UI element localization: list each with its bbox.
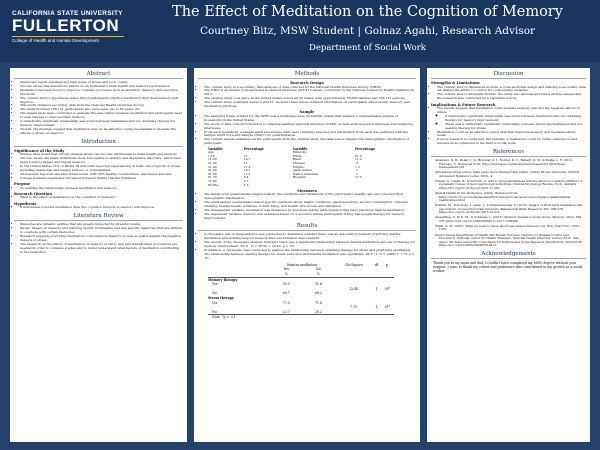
measures-item: • The adult sample questionnaire asked specific questions about health conditions, physical activity, alcohol consumption, cigarette smoking, mental health, activities of daily living, and health care access and utilization. — [204, 201, 416, 209]
reference-item: Prakriti, M., Kosowsky, J., Gaab, J., & Krummenacher, P. (2016). Impact of short-term meditation and expectation on executive brain functions. Behavioural Brain Research, 297, 268-276. https://doi.org/10.1016/j.bbr.2015.10.012 — [435, 203, 583, 215]
implications-item: • If more research is conducted, the benefits of meditation could be better understood and become more optimized in the field of social work. — [437, 138, 586, 146]
logo-line-3: College of Health and Human Development — [12, 38, 99, 43]
literature-item: • Research suggests practicing meditation could improve memory as well as guard against the negative impacts of stress. — [20, 235, 183, 243]
sample-item: • The sampling frame utilized for the NHIS was a multistage area probability design that enabled a representative sample of households in the United States. — [204, 115, 416, 123]
ethnicity-label: Ethnicity — [292, 150, 307, 155]
chi-square-value: 7.75 — [350, 305, 358, 310]
age-label: 80-85+ — [208, 182, 220, 187]
age-value: 10.7 — [243, 157, 251, 162]
introduction-heading: Introduction — [14, 139, 183, 147]
chi-square-header: Chi-Square — [344, 262, 363, 267]
ethnicity-value: .1 — [355, 168, 358, 173]
methods-heading: Methods — [198, 71, 416, 79]
pct-unit: % — [316, 272, 320, 276]
abstract-item: • The current study's hypothesis states that if participants practice meditation then their memory will improve. — [20, 97, 183, 105]
design-list — [204, 86, 416, 109]
sample-list — [204, 115, 416, 146]
p-value: .01* — [383, 305, 391, 310]
chi-square-value: 12.40 — [349, 286, 359, 291]
ethnicity-label: Chinese — [292, 160, 305, 165]
df-value: 1 — [375, 286, 378, 291]
demo-col-percentage: Percentage — [243, 147, 264, 152]
poster-header — [0, 0, 600, 62]
literature-list — [20, 223, 183, 254]
implications-heading: Implications & Future Research — [431, 102, 496, 107]
ethnicity-label: White — [292, 153, 302, 158]
abstract-heading: Abstract — [14, 71, 183, 79]
significance-item: • Studies have found that chronic intense stress can become detrimental to brain health and memory. — [20, 153, 183, 157]
logo-line-1: CALIFORNIA STATE UNIVERSITY — [12, 10, 123, 17]
acknowledgements-heading: Acknowledgements — [431, 251, 586, 259]
middle-column — [194, 68, 420, 442]
reference-item: United States Department of Health and Human Services. Centers for Disease Control and Prevention. National Center for Health Statistics. National Health Interview Survey, 2012. Ann Arbor, MI: Inter-university Consortium for Political and Social Research [distributor], 2016-08-05. https://doi.org/10.3886/ICPSR36144.v1 — [435, 232, 583, 248]
no-value: 28.2 — [314, 309, 322, 314]
sample-heading: Sample — [299, 110, 315, 115]
results-list — [204, 233, 416, 260]
reference-item: Chiesa, A., Calati, R., & Serretti, A. (2011). Does mindfulness training improve cognitive abilities? A systematic review of neuropsychological findings. Clinical Psychology Review, 31(3), 449-464. https://doi.org/10.1016/j.cpr.2010.11.003 — [435, 178, 583, 191]
poster-title: The Effect of Meditation on the Cognition of Memory — [172, 4, 563, 20]
yes-value: 60.7 — [282, 291, 290, 296]
purpose-heading: Purpose — [14, 182, 31, 187]
stress-therapy-label: Stress therapy — [208, 295, 234, 300]
design-item: • The original study took place in the United States across all 50 states, with approximately 35,000 families and 108,131 persons. — [204, 97, 416, 101]
table-row — [208, 184, 404, 188]
row-label: Yes — [212, 300, 218, 305]
reference-item: Mental Health in the Workplace. (2018). Retrieved from: https://www.cdc.gov/workplacehealthpromotion/tools-resources/workplace-health/mental-health/index.html — [435, 191, 572, 203]
age-value: 8.4 — [243, 175, 249, 180]
yes-value: 77.3 — [282, 300, 290, 305]
hypothesis-item: • If individuals practice meditation then the cognitive function of memory will improve. — [20, 206, 183, 210]
strengths-limitations-heading: Strengths & Limitations — [431, 81, 480, 85]
research-question-list — [20, 196, 183, 200]
age-value: 10.1 — [243, 168, 251, 173]
strengths-list — [437, 86, 586, 102]
yes-header: Yes — [283, 267, 289, 272]
significance-item: • In the United States 71% of adults 18 and older reported experiencing at least one symptom of stress, including headaches and feeling anxious or overwhelmed. — [20, 165, 183, 173]
abstract-item: • A statistically significant relationship was found between meditation and not obtaining therapy for memory improvement. — [20, 120, 183, 128]
age-label: 31-40 — [208, 164, 217, 169]
no-value: 31.8 — [314, 282, 322, 287]
significance-list — [20, 153, 183, 180]
poster-authors: Courtney Bitz, MSW Student | Golnaz Agahi, Research Advisor — [199, 25, 536, 37]
ethnicity-value: 1.2 — [355, 164, 360, 169]
row-label: No — [212, 309, 217, 314]
discussion-heading: Discussion — [431, 71, 586, 79]
significance-item: • Chronic stress can make individuals more susceptible to anxiety and depressive disorders, which have been found to impact and impair memory. — [20, 157, 183, 165]
significance-heading: Significance of the Study — [14, 148, 65, 153]
measures-list — [204, 193, 416, 220]
ethnicity-label: Asian Indian — [292, 168, 312, 173]
logo-line-2: FULLERTON — [12, 16, 120, 35]
age-value: 11 — [243, 160, 248, 165]
acknowledgements-text: Thank you to my mom and dad, I couldn't have completed my MSW degree without your support. I want to thank my cohort and professors who contributed to my growth as a social worker. — [433, 260, 583, 273]
abstract-item: • The study included 108,131 participants who were ages one to 85 years old. — [20, 108, 183, 112]
ethnicity-value: .1 — [355, 171, 358, 176]
abstract-item: • Chronic stress has deleterious effects on an individual's brain health and memory performance. — [20, 85, 183, 89]
ethnicity-label: Black — [292, 157, 302, 162]
purpose-item: • To examine the relationship between meditation and memory. — [20, 187, 183, 191]
no-header: No — [316, 267, 321, 272]
age-label: 21-30 — [208, 160, 217, 165]
df-header: df — [374, 262, 379, 267]
table-row — [208, 315, 394, 320]
measures-heading: Measures — [297, 188, 317, 193]
results-table — [208, 263, 394, 320]
row-label: Yes — [212, 282, 218, 287]
abstract-item: • Overall, the findings suggest that meditation may be an effective coping mechanism to mediate the effects of stress on memory. — [20, 128, 183, 136]
reference-item: APA annual stress survey finds teens more stressed than adults. (2014). Brown University Child & Adolescent Behavior Letter, 30(4), 4. — [435, 170, 580, 178]
age-label: 61-70 — [208, 175, 217, 180]
demo-col-variable-2: Variable — [292, 147, 308, 152]
implications-text: The results suggest that meditation could mediate memory loss and the negative effects of stress. — [437, 106, 580, 115]
memory-therapy-label: Memory therapy — [208, 277, 238, 282]
research-question-heading: Research Question — [14, 191, 52, 196]
sample-item: • The mode of data collection included a computer-assisted personal interview (CAPI), as well as an in-person interview and telephone interviews. — [204, 123, 416, 131]
significance-item: • Adolescents reported elevated stress levels, with 30% feeling overwhelmed, depressed, and sad. — [20, 173, 183, 177]
abstract-item: • This study obtained secondary data from the National Health Interview Survey. — [20, 104, 183, 108]
demographics-table — [208, 147, 404, 187]
pct-unit: % — [284, 272, 288, 276]
measures-item: • The dependent variable, memory was evaluated based on a question asking participants if they had sought therapy for memory improvement. — [204, 213, 416, 221]
ethnicity-value: .3 — [355, 160, 358, 165]
demo-col-variable: Variable — [208, 147, 223, 152]
literature-review-heading: Literature Review — [14, 213, 183, 221]
ethnicity-value: 51.5 — [355, 153, 362, 158]
strengths-item: • The current study's limitations include: a cross-sectional design and utilizing a secondary-data set limited the ability to control for confounding variables. — [437, 86, 586, 94]
hypothesis-heading: Hypothesis — [14, 201, 37, 206]
logo-rule — [12, 36, 124, 37]
age-value: 11.3 — [243, 171, 251, 176]
mantra-meditation-header: Mantra meditation — [287, 262, 318, 267]
age-label: Age — [208, 150, 214, 155]
age-label: 71-80 — [208, 178, 217, 183]
results-heading: Results — [198, 223, 416, 231]
age-label: 51-60 — [208, 171, 217, 176]
ethnicity-label: Filipino — [292, 164, 305, 169]
reference-item: Quaedflieg, C. W. E. M., & Schwabe, L. (2018). Memory dynamics under stress. Memory, 26(3), 364-376. https://doi.org/10.1080/09658211.2017.1338299 — [435, 215, 583, 223]
sample-item: • From each household, a sample adult and sample child were randomly selected and information from each was gathered with the Sample Adult Core and Sample Child Core questionnaires. — [204, 131, 416, 139]
design-item: • The current study is a secondary data analysis of data collected by the National Health Interview Survey (NHIS). — [204, 86, 416, 90]
strengths-item: • The current study's strengths include: the study was national and had a diverse sample and the research was conducted by a reputable source. — [437, 93, 586, 101]
significance-item: • College students experience increased stressors during this life transition. — [20, 177, 183, 181]
results-item: • In addition, a chi-square was conducted to analyze the relationship between obtaining therapy for stress and practicing meditation. The relationship between seeking therapy for stress reduction and mantra meditation was significant, X2 = (1, N = 2068) = 7.75, p < .01. — [204, 249, 416, 261]
university-logo — [12, 10, 142, 48]
ethnicity-value: 17.5 — [355, 175, 362, 180]
design-item: • The NHIS is an annual cross-sectional household interview with 475 waves, conducted by the National Center for Health Statistics in 2012. — [204, 89, 416, 97]
implications-sublist — [445, 115, 586, 131]
implications-subitem: ◦ There was a statistically significant relationship between practicing meditation and not seeking therapy for stress. — [445, 123, 586, 131]
age-value: 3.7 — [243, 178, 249, 183]
research-question-item: • What is the effect of meditation on the cognition of memory? — [20, 196, 183, 200]
hypothesis-list — [20, 206, 183, 210]
abstract-item: • Meditation has been found to improve cognitive processes such as attention, memory, and executive functions. — [20, 89, 183, 97]
poster-department: Department of Social Work — [309, 43, 426, 53]
reference-item: Snaid, G. M. (2002). What we need to know about age related memory loss. Bmj, 324(7352), 1502-1505. — [435, 223, 580, 232]
references-heading: References — [431, 149, 586, 157]
ethnicity-label: Hispanic — [292, 175, 307, 180]
literature-item: • The research on the effects of meditation on memory in fairly new and standardized procedures are needed in order to compare studies and to better understand what factors of meditation contributing to the memories. — [20, 243, 183, 255]
ethnicity-label: Native American — [292, 171, 319, 176]
no-value: 71.8 — [314, 300, 322, 305]
abstract-item: • Americans report experiencing high levels of stress and poor coping. — [20, 81, 183, 85]
row-label: No — [212, 291, 217, 296]
yes-value: 39.5 — [282, 282, 290, 287]
implications-item: • Meditation could be an effective coping skill that improves memory and mediates stress levels. — [437, 131, 586, 139]
measures-item: • The family level questionnaire inquired about the conditions and limitations of the participant's health care and collected their demographic information. — [204, 193, 416, 201]
age-value: 1.5 — [243, 182, 249, 187]
literature-item: • Stress' impact on memory and learning results in inflexible and less specific memories that are difficult to conclude with certain memories. — [20, 227, 183, 235]
abstract-item: • Chi-square tests were conducted to evaluate the association between meditation and participants need to seek therapy to improve their memory. — [20, 112, 183, 120]
p-header: p — [385, 262, 388, 267]
no-value: 68.2 — [314, 291, 322, 296]
right-column — [427, 68, 590, 442]
design-item: • The current study examined waves 3 and 11, because these waves obtained information on participants stress levels, memory, and meditation practices. — [204, 101, 416, 109]
demo-col-percentage-2: Percentage — [355, 147, 376, 152]
df-value: 1 — [375, 305, 378, 310]
left-column — [10, 68, 187, 442]
abstract-list — [20, 81, 183, 136]
sample-item: • The current sample examined all the participants from the original study, the table below displays the demographic information of participant. — [204, 138, 416, 146]
age-label: 11-20 — [208, 157, 217, 162]
age-value: 11.4 — [243, 164, 251, 169]
research-design-heading: Research Design — [290, 81, 324, 85]
purpose-list — [20, 187, 183, 191]
reference-item: Anderson, N. B., Belar, C. D., Breckler, S. J., Nordal, K. C., Ballard, D. W., & Bufka, L. F. (2013, February 7). Retrieved from: https://www.apa.org/news/press/releases/2013/02/stress-management.pdf — [435, 158, 573, 170]
implications-list — [437, 107, 586, 146]
age-label: 1-10 — [208, 153, 215, 158]
measures-item: • The independent variable, meditation was measured by questions asking participants if they have practiced mantra meditation. — [204, 209, 416, 213]
table-note: Note: *p < .01 — [212, 315, 236, 320]
implications-item — [437, 107, 586, 130]
implications-subitem: ◦ A statistically significant relationship was found between meditation and not obtaining therapy for memory improvement. — [445, 115, 586, 123]
literature-item: • Memories are dynamic entities that are greatly impacted by stressful events. — [20, 223, 183, 227]
yes-value: 22.7 — [282, 309, 290, 314]
results-item: • The results of the chi-square analysis indicated there was a significant relationship between mantra meditation and use of therapy for memory improvement, X2 (1, N = 2070) = 12.40, p < .05. — [204, 241, 416, 249]
age-label: 41-50 — [208, 168, 217, 173]
ethnicity-value: 11.3 — [355, 157, 362, 162]
p-value: .00* — [383, 286, 391, 291]
age-value: 11 — [243, 153, 248, 158]
results-item: • A chi-square test of independence was conducted to determine whether there was an association between practicing mantra meditation and seeking help for memory and concentration improvement. — [204, 233, 416, 241]
